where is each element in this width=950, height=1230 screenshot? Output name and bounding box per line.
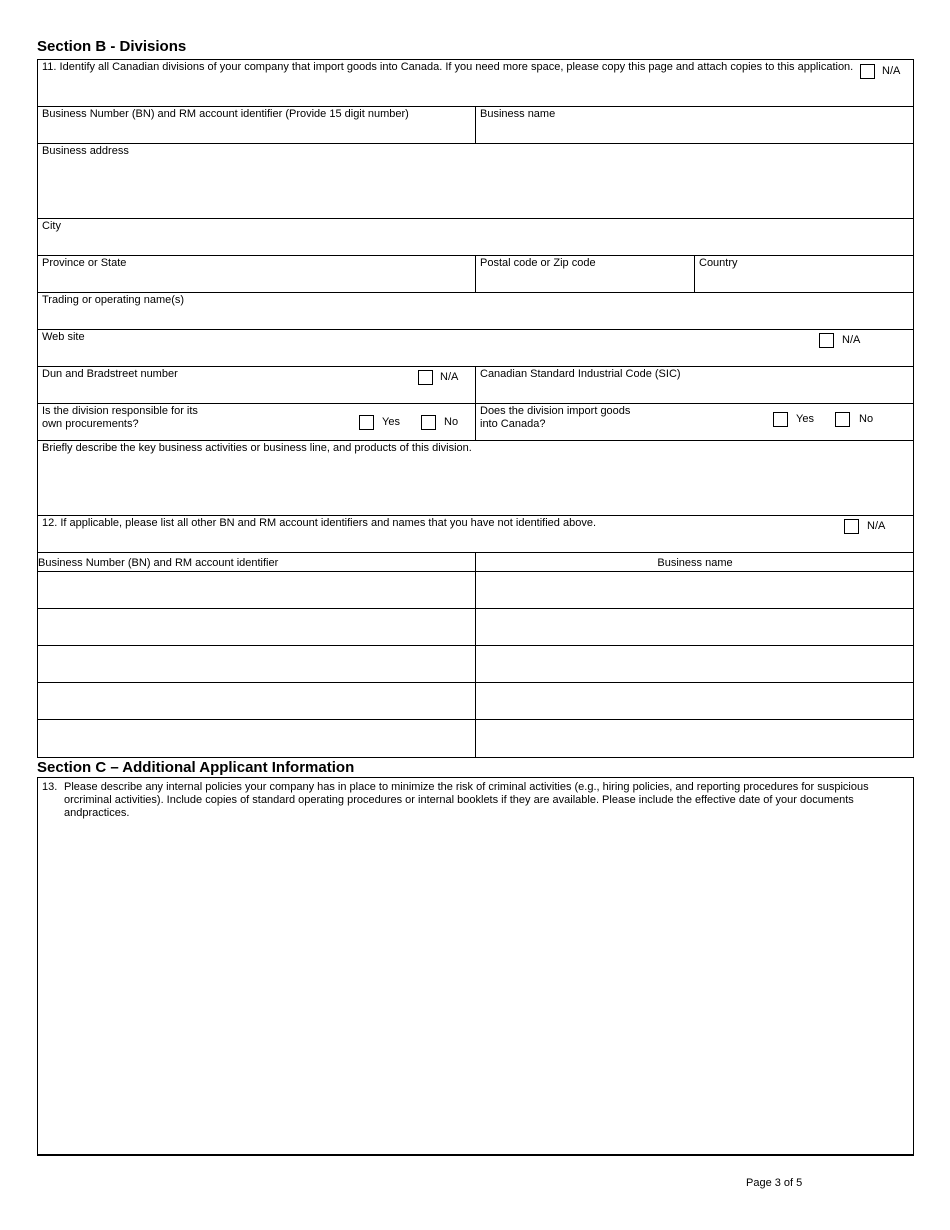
table-row-4-name[interactable] [476,682,914,719]
business-address-label: Business address [42,145,129,157]
country-label: Country [699,257,738,269]
city-label: City [42,220,61,232]
q13-text: Please describe any internal policies your company has in place to minimize the risk of criminal activities (e.g., hiring policies, and reporting procedures for suspicious orcriminal activities). Include copies of standard operating procedures or internal booklets if they are available. Please include the effective date of your documents andpractices. [64,781,869,819]
table-row-2-bn[interactable] [38,608,475,645]
describe-field[interactable] [38,440,914,515]
dnb-label: Dun and Bradstreet number [42,368,178,380]
section-b-form [37,59,914,758]
trading-name-label: Trading or operating name(s) [42,294,185,306]
website-label: Web site [42,331,85,343]
q13-number: 13. [42,781,58,793]
dnb-na-label: N/A [440,371,459,383]
table-row-1-bn[interactable] [38,571,475,608]
q11-text: 11. Identify all Canadian divisions of your company that import goods into Canada. If you need more space, please copy this page and attach copies to this application. [42,61,854,73]
import-yes-checkbox[interactable] [773,412,788,427]
table-col-name-header: Business name [657,557,733,569]
postal-label: Postal code or Zip code [480,257,596,269]
q13-answer-field[interactable] [38,812,913,1152]
business-address-field[interactable] [38,143,914,218]
import-label-line1: Does the division import goods [480,405,631,417]
q12-text: 12. If applicable, please list all other BN and RM account identifiers and names that you have not identified above. [42,517,597,529]
q12-na-label: N/A [867,520,886,532]
business-name-label: Business name [480,108,556,120]
procurement-label-line2: own procurements? [42,418,139,430]
procurement-no-checkbox[interactable] [421,415,436,430]
table-row-5-bn[interactable] [38,719,475,757]
sic-field[interactable] [476,366,914,403]
trading-name-field[interactable] [38,292,914,329]
sic-label: Canadian Standard Industrial Code (SIC) [480,368,681,380]
postal-field[interactable] [476,255,694,292]
business-name-field[interactable] [476,106,914,143]
table-row-1-name[interactable] [476,571,914,608]
province-field[interactable] [38,255,475,292]
city-field[interactable] [38,218,914,255]
procurement-label-line1: Is the division responsible for its [42,405,198,417]
bn-label: Business Number (BN) and RM account identifier (Provide 15 digit number) [42,108,409,120]
describe-label: Briefly describe the key business activities or business line, and products of this division. [42,442,472,454]
website-na-label: N/A [842,334,861,346]
table-row-3-name[interactable] [476,645,914,682]
table-row-5-name[interactable] [476,719,914,757]
bn-field[interactable] [38,106,475,143]
import-no-label: No [859,413,874,425]
procurement-yes-label: Yes [382,416,400,428]
country-field[interactable] [695,255,914,292]
province-label: Province or State [42,257,127,269]
website-field[interactable] [38,329,808,366]
q12-na-checkbox[interactable] [844,519,859,534]
dnb-na-checkbox[interactable] [418,370,433,385]
table-row-4-bn[interactable] [38,682,475,719]
import-yes-label: Yes [796,413,814,425]
page-number: Page 3 of 5 [746,1177,803,1189]
import-no-checkbox[interactable] [835,412,850,427]
table-row-2-name[interactable] [476,608,914,645]
section-c-form [37,777,914,1156]
dnb-field[interactable] [38,366,408,403]
website-na-checkbox[interactable] [819,333,834,348]
procurement-yes-checkbox[interactable] [359,415,374,430]
table-col-bn-header: Business Number (BN) and RM account identifier [38,557,279,569]
procurement-no-label: No [444,416,459,428]
q11-na-checkbox[interactable] [860,64,875,79]
section-b-title: Section B - Divisions [37,38,187,55]
section-c-title: Section C – Additional Applicant Information [37,759,355,776]
import-label-line2: into Canada? [480,418,546,430]
q11-na-label: N/A [882,65,901,77]
table-row-3-bn[interactable] [38,645,475,682]
